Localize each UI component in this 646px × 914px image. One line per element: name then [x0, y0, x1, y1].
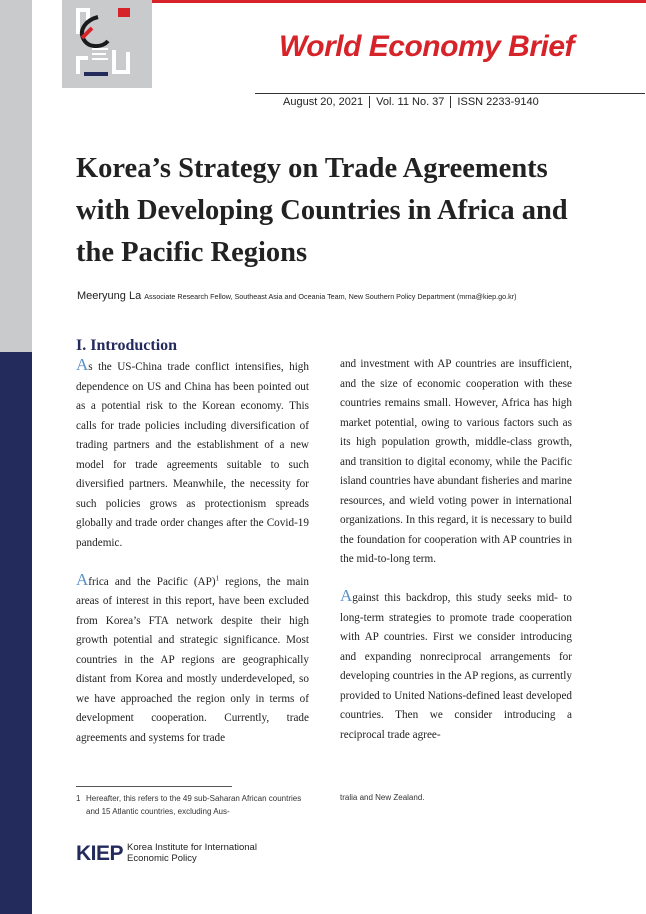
footnote-text: Hereafter, this refers to the 49 sub-Saharan African countries and 15 Atlantic countries, excluding Aus-: [86, 794, 302, 816]
author-affiliation: Associate Research Fellow, Southeast Asia and Oceania Team, New Southern Policy Department (mrna@kiep.go.kr): [144, 292, 517, 301]
issue-rule: [255, 93, 645, 94]
kiep-footer-logo[interactable]: [76, 842, 257, 866]
side-bar-navy: [0, 352, 32, 914]
issue-volume: Vol. 11 No. 37: [376, 96, 445, 108]
side-bar-grey: [0, 0, 32, 352]
issue-date: August 20, 2021: [283, 96, 364, 108]
brand-title: World Economy Brief: [279, 30, 574, 63]
footnote-number: 1: [76, 794, 81, 803]
issue-issn: ISSN 2233-9140: [457, 96, 539, 108]
section-heading: I. Introduction: [76, 337, 178, 354]
author-line: [77, 286, 517, 304]
report-title: Korea’s Strategy on Trade Agreements with Developing Countries in Africa and the Pacific Regions: [76, 153, 568, 268]
kiep-org-name: Korea Institute for International Economic Policy: [127, 842, 257, 864]
paragraph-2-continued: and investment with AP countries are insufficient, and the size of economic cooperation with these countries remains small. However, Africa has high market potential, owing to various factors such as its high population growth, middle-class growth, and transition to digital economy, while the Pacific island countries have abundant fisheries and marine resources, and wield voting power in international organizations. In this regard, it is necessary to build the foundation for cooperation with AP countries in the mid-to-long term.: [340, 358, 572, 565]
issue-info: [283, 96, 539, 108]
drop-cap: A: [76, 355, 89, 374]
header-red-rule: [152, 0, 646, 3]
series-logo-block: [62, 0, 152, 88]
author-name: Meeryung La: [77, 290, 142, 302]
footnote: [76, 793, 302, 818]
drop-cap: A: [76, 569, 89, 589]
paragraph-3: Against this backdrop, this study seeks mid- to long-term strategies to promote trade cooperation with AP countries. First we consider introducing and expanding nonreciprocal arrangements for developing countries in the AP regions, as currently provided to United Nations-defined least developed countries. Then we consider introducing a reciprocal trade agree-: [340, 586, 572, 741]
wpeb-logo-icon: [62, 0, 152, 88]
column-right: [340, 355, 572, 765]
footnote-rule: [76, 786, 232, 787]
kiep-logo-icon: KIEP: [76, 842, 124, 865]
paragraph-1: As the US-China trade conflict intensifies, high dependence on US and China has been pointed out as a potential risk to the Korean economy. This calls for trade policies including diversification of trading partners and the establishment of a new model for trade agreements suitable to such diversified partners. Meanwhile, the necessity for such policies grows as protectionism spreads globally and trade order changes after the Covid-19 pandemic.: [76, 355, 309, 549]
footnote-continuation: tralia and New Zealand.: [340, 793, 425, 802]
footnote-ref[interactable]: 1: [215, 573, 220, 582]
column-left: [76, 355, 309, 768]
paragraph-2: Africa and the Pacific (AP)$^1$ regions, the main areas of interest in this report, have been excluded from Korea’s FTA network despite their high growth potential and strategic significance. Most countries in the AP regions are geographically distant from Korea and mostly underdeveloped, so we have approached the region only in terms of development cooperation. Currently, trade agreements and systems for trade: [76, 569, 309, 744]
drop-cap: A: [340, 586, 353, 605]
